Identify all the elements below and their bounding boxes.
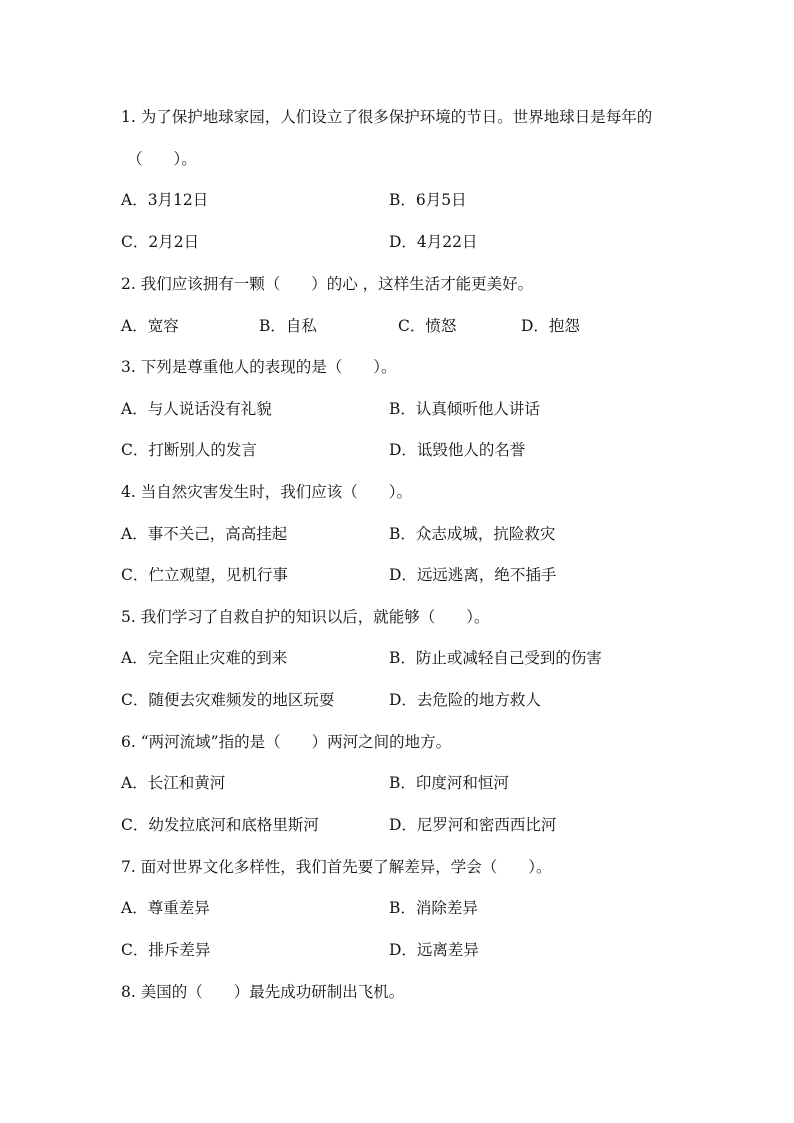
question-7-option-c: C．排斥差异 <box>121 941 211 959</box>
question-1-stem-line2: （ ）。 <box>127 150 197 168</box>
question-6-option-c: C．幼发拉底河和底格里斯河 <box>121 816 319 834</box>
question-4-option-c: C．伫立观望，见机行事 <box>121 566 288 584</box>
question-2-option-a: A．宽容 <box>121 317 179 335</box>
question-5-option-a: A．完全阻止灾难的到来 <box>121 649 288 667</box>
question-3-option-c: C．打断别人的发言 <box>121 441 257 459</box>
question-7-option-b: B．消除差异 <box>389 899 478 917</box>
question-7-option-d: D．远离差异 <box>389 941 479 959</box>
question-8-stem: 8. 美国的（ ）最先成功研制出飞机。 <box>121 983 405 1001</box>
question-3-stem: 3. 下列是尊重他人的表现的是（ ）。 <box>121 358 397 376</box>
question-2-stem: 2. 我们应该拥有一颗（ ）的心 ，这样生活才能更美好。 <box>121 275 534 293</box>
question-7-stem: 7. 面对世界文化多样性，我们首先要了解差异，学会（ ）。 <box>121 858 552 876</box>
question-1-option-d: D．4月22日 <box>389 233 478 251</box>
question-1-option-b: B．6月5日 <box>389 191 467 209</box>
question-4-option-d: D．远远逃离，绝不插手 <box>389 566 557 584</box>
question-5-option-b: B．防止或减轻自己受到的伤害 <box>389 649 602 667</box>
question-4-stem: 4. 当自然灾害发生时，我们应该（ ）。 <box>121 483 412 501</box>
question-4-option-a: A．事不关己，高高挂起 <box>121 525 288 543</box>
question-1-stem-line1: 1. 为了保护地球家园，人们设立了很多保护环境的节日。世界地球日是每年的 <box>121 108 653 126</box>
question-2-option-c: C．愤怒 <box>398 317 457 335</box>
question-3-option-b: B．认真倾听他人讲话 <box>389 400 540 418</box>
question-5-option-d: D．去危险的地方救人 <box>389 691 541 709</box>
question-1-option-c: C．2月2日 <box>121 233 200 251</box>
question-3-option-d: D．诋毁他人的名誉 <box>389 441 526 459</box>
question-3-option-a: A．与人说话没有礼貌 <box>121 400 272 418</box>
question-6-stem: 6. “两河流域”指的是（ ）两河之间的地方。 <box>121 733 452 751</box>
question-5-option-c: C．随便去灾难频发的地区玩耍 <box>121 691 335 709</box>
question-1-option-a: A．3月12日 <box>121 191 209 209</box>
question-6-option-b: B．印度河和恒河 <box>389 774 509 792</box>
question-2-option-b: B．自私 <box>259 317 317 335</box>
question-2-option-d: D．抱怨 <box>521 317 580 335</box>
question-6-option-d: D．尼罗河和密西西比河 <box>389 816 557 834</box>
question-6-option-a: A．长江和黄河 <box>121 774 226 792</box>
question-5-stem: 5. 我们学习了自救自护的知识以后，就能够（ ）。 <box>121 608 490 626</box>
question-7-option-a: A．尊重差异 <box>121 899 210 917</box>
question-4-option-b: B．众志成城，抗险救灾 <box>389 525 556 543</box>
